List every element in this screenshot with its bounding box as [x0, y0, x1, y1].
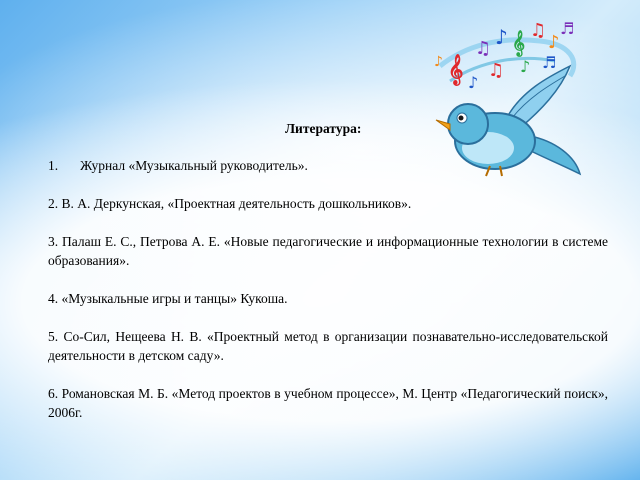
svg-text:♪: ♪ — [434, 54, 443, 70]
list-item-text: В. А. Деркунская, «Проектная деятельность дошкольников». — [61, 196, 412, 211]
list-item-text: Романовская М. Б. «Метод проектов в учебном процессе», М. Центр «Педагогический поиск», 2006г. — [48, 386, 608, 420]
list-item-text: «Музыкальные игры и танцы» Кукоша. — [61, 291, 288, 306]
list-item-text: Палаш Е. С., Петрова А. Е. «Новые педагогические и информационные технологии в системе образования». — [48, 234, 608, 268]
svg-text:♫: ♫ — [488, 60, 505, 81]
list-item-number: 1. — [48, 158, 59, 173]
list-item-text: Журнал «Музыкальный руководитель». — [80, 158, 308, 173]
svg-text:♪: ♪ — [468, 73, 479, 92]
page-title: Литература: — [285, 121, 362, 136]
list-item-number: 3. — [48, 234, 59, 249]
list-item-number: 4. — [48, 291, 59, 306]
list-item-number: 2. — [48, 196, 59, 211]
list-item-number: 6. — [48, 386, 59, 401]
svg-text:♪: ♪ — [520, 57, 531, 76]
list-item — [48, 232, 608, 270]
bird-with-music-notes-icon — [420, 6, 590, 181]
list-item — [48, 156, 608, 175]
svg-text:♪: ♪ — [548, 32, 560, 53]
svg-text:♬: ♬ — [560, 19, 575, 38]
list-item — [48, 289, 608, 308]
list-item — [48, 327, 608, 365]
svg-text:𝄞: 𝄞 — [512, 31, 526, 56]
list-item — [48, 384, 608, 422]
svg-text:♪: ♪ — [495, 25, 508, 49]
reference-list — [48, 156, 608, 441]
list-item-number: 5. — [48, 329, 59, 344]
svg-text:♫: ♫ — [475, 38, 492, 59]
list-item — [48, 194, 608, 213]
svg-text:♬: ♬ — [542, 53, 557, 72]
list-item-text: Со-Сил, Нещеева Н. В. «Проектный метод в организации познавательно-исследовательской деятельности в детском саду». — [48, 329, 608, 363]
svg-text:♫: ♫ — [530, 20, 547, 41]
svg-text:𝄞: 𝄞 — [448, 55, 464, 85]
